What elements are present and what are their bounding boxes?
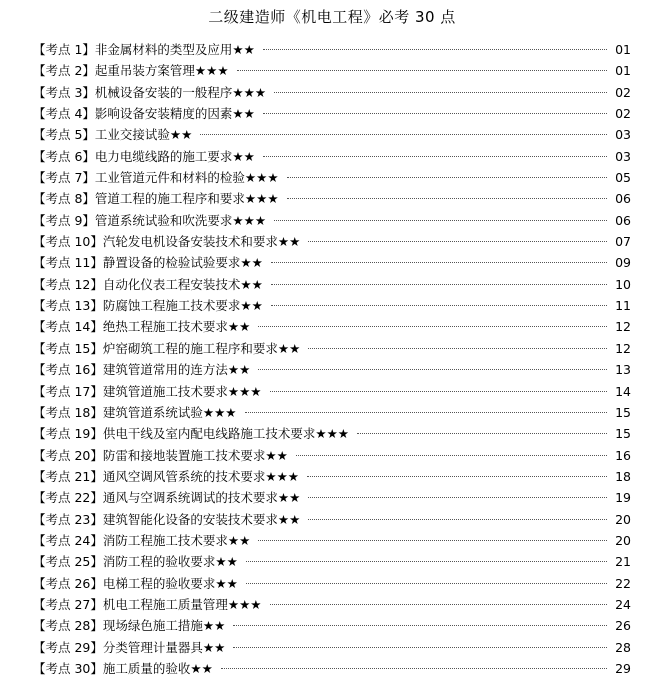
toc-entry-page-number: 06 — [615, 212, 631, 228]
toc-entry-21[interactable] — [33, 466, 631, 487]
toc-entry-page-number: 11 — [615, 298, 631, 314]
toc-entry-page-number: 13 — [615, 362, 631, 378]
dot-leader — [221, 668, 607, 669]
dot-leader — [357, 433, 607, 434]
dot-leader — [233, 625, 607, 626]
toc-entry-15[interactable] — [33, 338, 631, 359]
dot-leader — [274, 220, 607, 221]
toc-entry-label: 【考点 3】机械设备安装的一般程序★★★ — [33, 84, 267, 100]
toc-entry-11[interactable] — [33, 252, 631, 273]
toc-entry-page-number: 15 — [615, 426, 631, 442]
toc-entry-label: 【考点 28】现场绿色施工措施★★ — [33, 618, 226, 634]
toc-entry-page-number: 26 — [615, 618, 631, 634]
toc-entry-9[interactable] — [33, 210, 631, 231]
toc-entry-page-number: 20 — [615, 532, 631, 548]
toc-entry-label: 【考点 15】炉窑砌筑工程的施工程序和要求★★ — [33, 340, 301, 356]
dot-leader — [246, 583, 607, 584]
toc-entry-page-number: 20 — [615, 511, 631, 527]
toc-entry-page-number: 29 — [615, 660, 631, 676]
dot-leader — [308, 497, 607, 498]
dot-leader — [287, 177, 607, 178]
toc-entry-label: 【考点 10】汽轮发电机设备安装技术和要求★★ — [33, 234, 301, 250]
toc-entry-label: 【考点 24】消防工程施工技术要求★★ — [33, 532, 251, 548]
toc-entry-label: 【考点 4】影响设备安装精度的因素★★ — [33, 106, 255, 122]
toc-entry-label: 【考点 8】管道工程的施工程序和要求★★★ — [33, 191, 279, 207]
toc-entry-page-number: 10 — [615, 276, 631, 292]
toc-entry-page-number: 22 — [615, 575, 631, 591]
dot-leader — [274, 92, 607, 93]
toc-entry-22[interactable] — [33, 487, 631, 508]
toc-entry-page-number: 03 — [615, 127, 631, 143]
dot-leader — [271, 305, 607, 306]
dot-leader — [271, 262, 607, 263]
dot-leader — [233, 647, 607, 648]
toc-entry-27[interactable] — [33, 594, 631, 615]
toc-entry-label: 【考点 11】静置设备的检验试验要求★★ — [33, 255, 263, 271]
toc-entry-28[interactable] — [33, 615, 631, 636]
dot-leader — [270, 604, 608, 605]
dot-leader — [270, 391, 608, 392]
toc-entry-14[interactable] — [33, 316, 631, 337]
toc-entry-label: 【考点 20】防雷和接地装置施工技术要求★★ — [33, 447, 288, 463]
toc-entry-7[interactable] — [33, 167, 631, 188]
toc-entry-8[interactable] — [33, 188, 631, 209]
toc-entry-page-number: 21 — [615, 554, 631, 570]
toc-entry-3[interactable] — [33, 82, 631, 103]
toc-entry-page-number: 19 — [615, 490, 631, 506]
dot-leader — [263, 156, 607, 157]
toc-entry-label: 【考点 29】分类管理计量器具★★ — [33, 639, 226, 655]
toc-entry-page-number: 03 — [615, 148, 631, 164]
dot-leader — [258, 326, 607, 327]
table-of-contents — [33, 39, 631, 679]
document-title: 二级建造师《机电工程》必考 30 点 — [208, 8, 456, 26]
toc-entry-label: 【考点 22】通风与空调系统调试的技术要求★★ — [33, 490, 301, 506]
toc-entry-label: 【考点 14】绝热工程施工技术要求★★ — [33, 319, 251, 335]
toc-entry-page-number: 01 — [615, 42, 631, 57]
toc-entry-page-number: 06 — [615, 191, 631, 207]
toc-entry-page-number: 07 — [615, 234, 631, 250]
toc-entry-label: 【考点 30】施工质量的验收★★ — [33, 660, 213, 676]
dot-leader — [200, 134, 607, 135]
toc-entry-2[interactable] — [33, 60, 631, 81]
dot-leader — [308, 241, 607, 242]
toc-entry-page-number: 24 — [615, 596, 631, 612]
toc-entry-13[interactable] — [33, 295, 631, 316]
toc-entry-label: 【考点 6】电力电缆线路的施工要求★★ — [33, 148, 255, 164]
toc-entry-label: 【考点 7】工业管道元件和材料的检验★★★ — [33, 170, 279, 186]
dot-leader — [271, 284, 607, 285]
toc-entry-label: 【考点 26】电梯工程的验收要求★★ — [33, 575, 238, 591]
toc-entry-page-number: 18 — [615, 468, 631, 484]
toc-entry-label: 【考点 23】建筑智能化设备的安装技术要求★★ — [33, 511, 301, 527]
toc-entry-label: 【考点 25】消防工程的验收要求★★ — [33, 554, 238, 570]
toc-entry-page-number: 12 — [615, 319, 631, 335]
toc-entry-label: 【考点 12】自动化仪表工程安装技术★★ — [33, 276, 263, 292]
toc-entry-label: 【考点 2】起重吊装方案管理★★★ — [33, 63, 229, 79]
toc-entry-26[interactable] — [33, 573, 631, 594]
toc-entry-6[interactable] — [33, 146, 631, 167]
toc-entry-page-number: 12 — [615, 340, 631, 356]
dot-leader — [246, 561, 607, 562]
toc-entry-page-number: 16 — [615, 447, 631, 463]
toc-entry-29[interactable] — [33, 637, 631, 658]
toc-entry-page-number: 02 — [615, 84, 631, 100]
toc-entry-label: 【考点 1】非金属材料的类型及应用★★ — [33, 42, 255, 57]
toc-entry-23[interactable] — [33, 509, 631, 530]
toc-entry-label: 【考点 21】通风空调风管系统的技术要求★★★ — [33, 468, 299, 484]
toc-entry-25[interactable] — [33, 551, 631, 572]
toc-entry-label: 【考点 5】工业交接试验★★ — [33, 127, 193, 143]
dot-leader — [307, 476, 607, 477]
toc-entry-label: 【考点 13】防腐蚀工程施工技术要求★★ — [33, 298, 263, 314]
toc-entry-24[interactable] — [33, 530, 631, 551]
toc-entry-12[interactable] — [33, 274, 631, 295]
dot-leader — [258, 369, 607, 370]
toc-entry-page-number: 09 — [615, 255, 631, 271]
toc-entry-16[interactable] — [33, 359, 631, 380]
toc-entry-label: 【考点 27】机电工程施工质量管理★★★ — [33, 596, 262, 612]
toc-entry-page-number: 05 — [615, 170, 631, 186]
toc-entry-page-number: 14 — [615, 383, 631, 399]
dot-leader — [287, 198, 607, 199]
toc-entry-label: 【考点 17】建筑管道施工技术要求★★★ — [33, 383, 262, 399]
toc-entry-page-number: 28 — [615, 639, 631, 655]
toc-entry-label: 【考点 16】建筑管道常用的连方法★★ — [33, 362, 251, 378]
toc-entry-17[interactable] — [33, 381, 631, 402]
toc-entry-1[interactable] — [33, 39, 631, 60]
dot-leader — [263, 49, 607, 50]
dot-leader — [245, 412, 608, 413]
toc-entry-page-number: 02 — [615, 106, 631, 122]
toc-entry-19[interactable] — [33, 423, 631, 444]
toc-entry-4[interactable] — [33, 103, 631, 124]
dot-leader — [308, 519, 607, 520]
toc-entry-20[interactable] — [33, 445, 631, 466]
dot-leader — [296, 455, 607, 456]
toc-entry-5[interactable] — [33, 124, 631, 145]
toc-entry-30[interactable] — [33, 658, 631, 679]
toc-entry-label: 【考点 18】建筑管道系统试验★★★ — [33, 404, 237, 420]
dot-leader — [308, 348, 607, 349]
toc-entry-label: 【考点 19】供电干线及室内配电线路施工技术要求★★★ — [33, 426, 349, 442]
dot-leader — [263, 113, 607, 114]
dot-leader — [258, 540, 607, 541]
toc-entry-10[interactable] — [33, 231, 631, 252]
toc-entry-label: 【考点 9】管道系统试验和吹洗要求★★★ — [33, 212, 267, 228]
toc-entry-page-number: 01 — [615, 63, 631, 79]
toc-entry-18[interactable] — [33, 402, 631, 423]
toc-entry-page-number: 15 — [615, 404, 631, 420]
dot-leader — [237, 70, 607, 71]
